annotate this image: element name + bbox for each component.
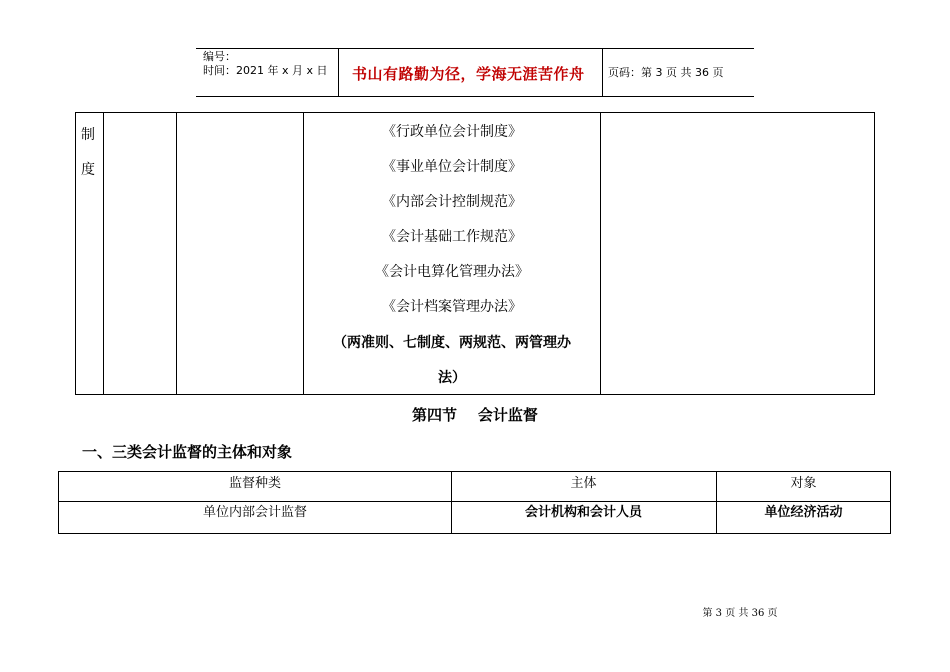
header-page-info: 页码：第 3 页 共 36 页 [608,66,724,79]
supervision-table [58,471,891,534]
row-cell-type: 单位内部会计监督 [202,505,307,520]
subsection-title: 一、三类会计监督的主体和对象 [82,443,293,461]
header-cell-object: 对象 [790,476,817,491]
header-time-label: 时间：2021 年 x 月 x 日 [203,64,328,77]
law-item: 《会计基础工作规范》 [382,229,522,245]
upper-table [75,112,875,395]
header-bottom-rule [196,96,754,97]
law-summary-cont: 法） [438,370,466,386]
law-item: 《事业单位会计制度》 [382,159,522,175]
row-cell-subject: 会计机构和会计人员 [524,505,642,520]
header-top-rule [196,48,754,49]
section-title: 第四节 会计监督 [412,406,538,424]
category-char: 制 [81,127,95,143]
header-serial-label: 编号： [203,50,236,63]
header-cell-subject: 主体 [570,476,597,491]
law-item: 《行政单位会计制度》 [382,124,522,140]
table-row-divider [59,501,890,502]
header-divider-left [338,48,339,96]
row-cell-object: 单位经济活动 [764,505,843,520]
law-summary: （两准则、七制度、两规范、两管理办 [333,335,571,351]
header-cell-type: 监督种类 [228,476,281,491]
law-item: 《内部会计控制规范》 [382,194,522,210]
header-divider-right [602,48,603,96]
upper-table-divider [103,113,104,394]
upper-table-divider [303,113,304,394]
law-item: 《会计电算化管理办法》 [375,264,529,280]
upper-table-divider [176,113,177,394]
category-char: 度 [81,162,95,178]
header-motto: 书山有路勤为径，学海无涯苦作舟 [352,65,585,83]
page-footer: 第 3 页 共 36 页 [702,608,778,619]
upper-table-divider [600,113,601,394]
law-item: 《会计档案管理办法》 [382,299,522,315]
